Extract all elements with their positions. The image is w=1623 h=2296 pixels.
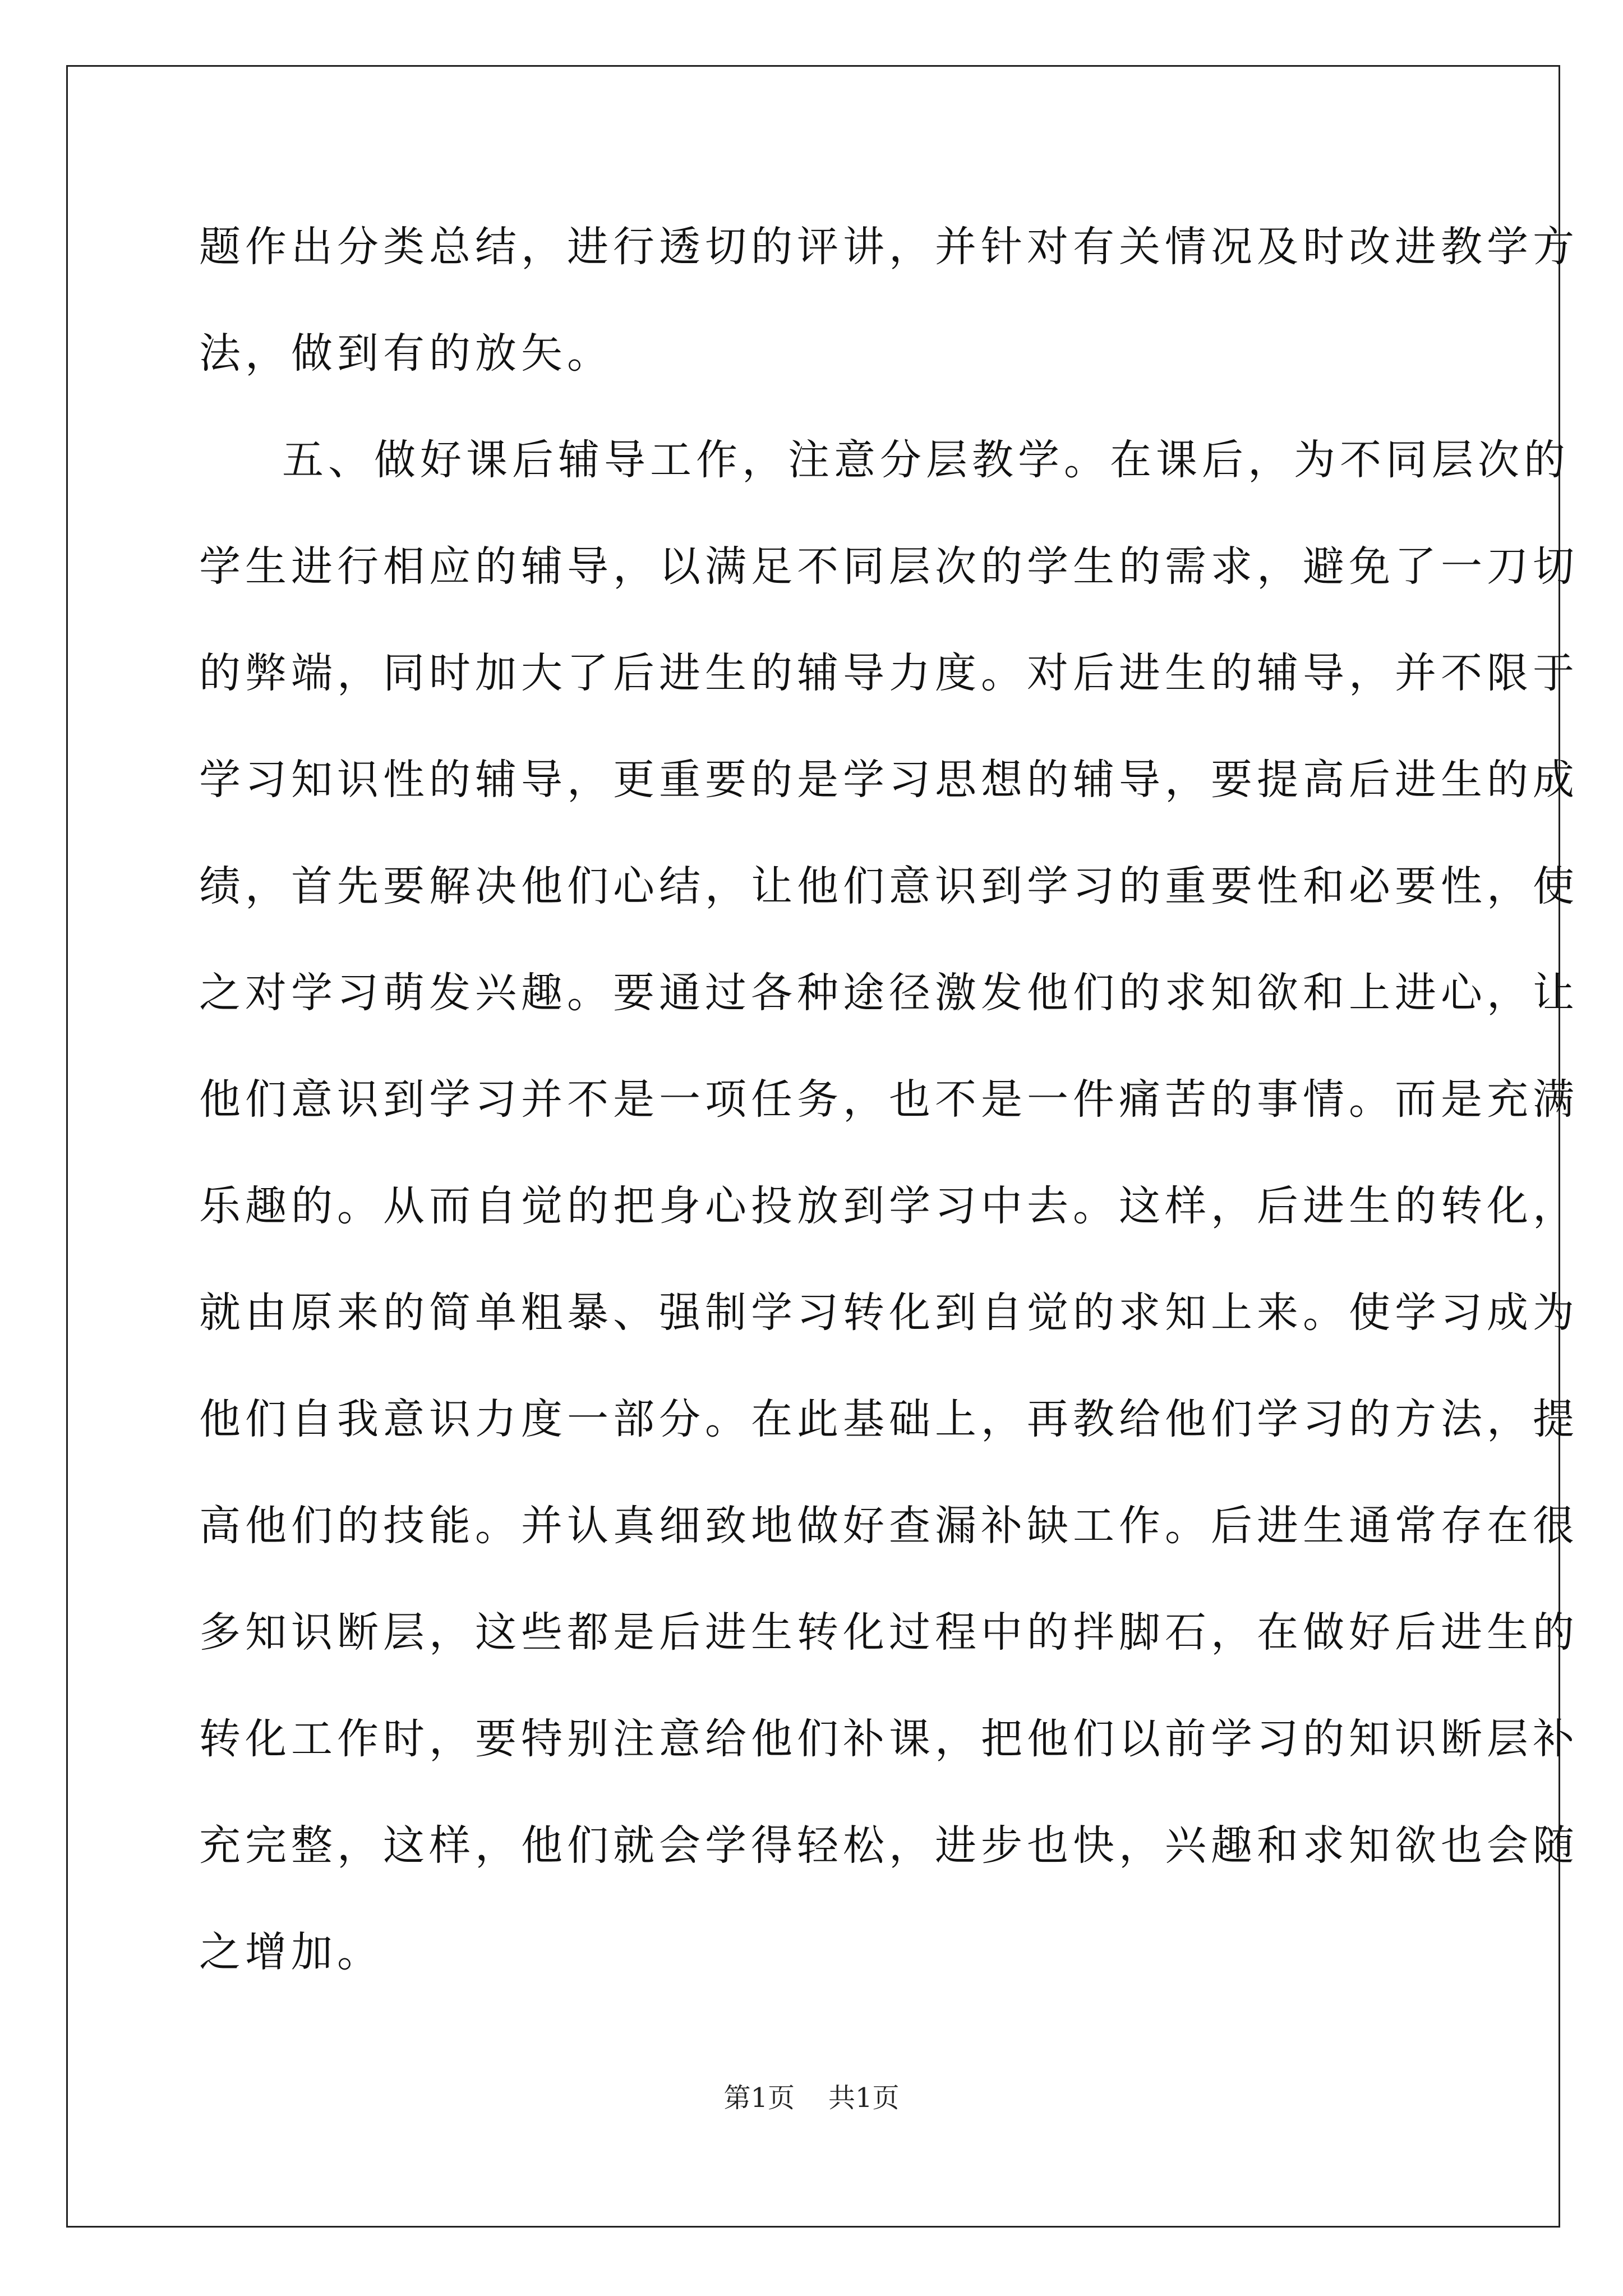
text-line: 绩，首先要解决他们心结，让他们意识到学习的重要性和必要性，使: [199, 862, 1579, 910]
text-line: 转化工作时，要特别注意给他们补课，把他们以前学习的知识断层补: [199, 1715, 1579, 1763]
text-line: 他们意识到学习并不是一项任务，也不是一件痛苦的事情。而是充满: [199, 1075, 1579, 1124]
page-number-total: 共1页: [828, 2082, 900, 2114]
text-line: 法，做到有的放矢。: [199, 329, 613, 378]
text-line: 他们自我意识力度一部分。在此基础上，再教给他们学习的方法，提: [199, 1395, 1579, 1443]
text-line: 之增加。: [199, 1928, 383, 1976]
page-border: [66, 65, 1560, 2228]
text-line-paragraph-start: 五、做好课后辅导工作，注意分层教学。在课后，为不同层次的: [282, 436, 1570, 484]
text-line: 的弊端，同时加大了后进生的辅导力度。对后进生的辅导，并不限于: [199, 649, 1579, 697]
text-line: 学生进行相应的辅导，以满足不同层次的学生的需求，避免了一刀切: [199, 542, 1579, 591]
text-line: 就由原来的简单粗暴、强制学习转化到自觉的求知上来。使学习成为: [199, 1289, 1579, 1337]
text-line: 充完整，这样，他们就会学得轻松，进步也快，兴趣和求知欲也会随: [199, 1821, 1579, 1870]
page-number-current: 第1页: [723, 2082, 795, 2114]
text-line: 学习知识性的辅导，更重要的是学习思想的辅导，要提高后进生的成: [199, 756, 1579, 804]
page-footer: [0, 2081, 1623, 2115]
text-line: 题作出分类总结，进行透切的评讲，并针对有关情况及时改进教学方: [199, 223, 1579, 271]
text-line: 之对学习萌发兴趣。要通过各种途径激发他们的求知欲和上进心，让: [199, 969, 1579, 1017]
text-line: 多知识断层，这些都是后进生转化过程中的拌脚石，在做好后进生的: [199, 1608, 1579, 1657]
text-line: 高他们的技能。并认真细致地做好查漏补缺工作。后进生通常存在很: [199, 1502, 1579, 1550]
text-line: 乐趣的。从而自觉的把身心投放到学习中去。这样，后进生的转化，: [199, 1182, 1579, 1230]
